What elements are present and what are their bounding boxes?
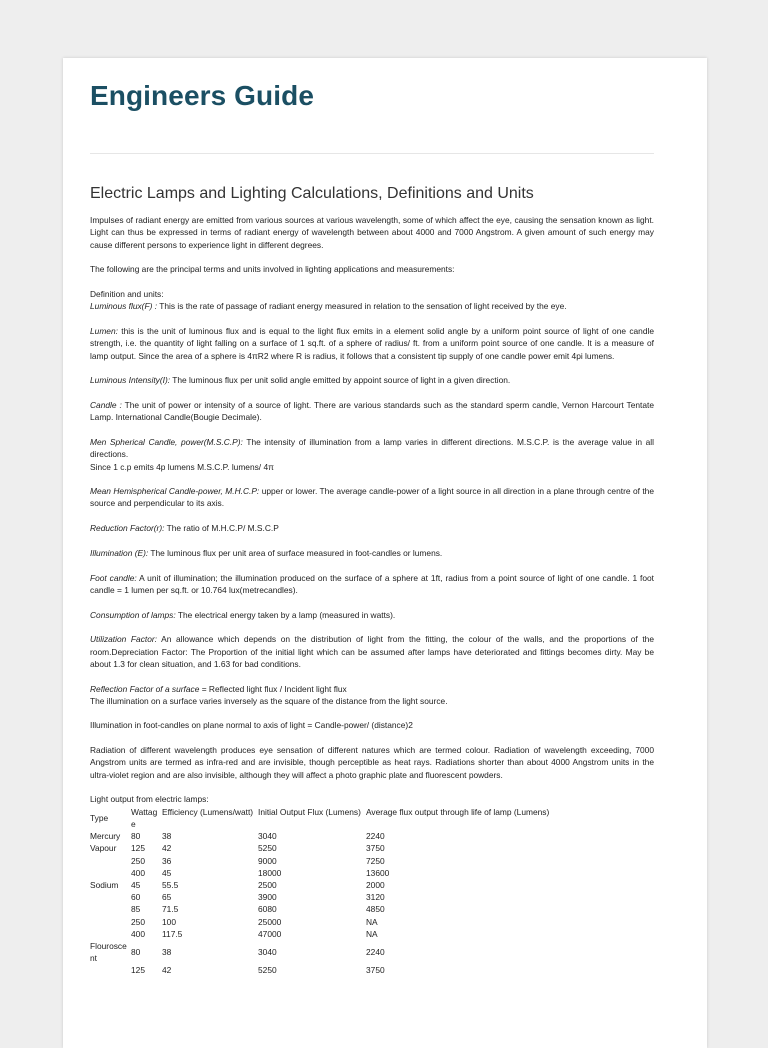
table-row <box>90 855 566 867</box>
illumination-normal-paragraph: Illumination in foot-candles on plane normal to axis of light = Candle-power/ (distance)2 <box>90 720 413 731</box>
empty-type-cell <box>90 867 131 879</box>
intro-paragraph: Impulses of radiant energy are emitted from various sources at various wavelength, some of which affect the eye, causing the sensation known as light. Light can thus be expressed in terms of radiant energy of wavelength between about 4000 and 7000 Angstrom. A given amount of such energy may cause different persons to experience light in different degrees. <box>90 215 654 250</box>
table-caption: Light output from electric lamps: <box>90 794 209 805</box>
table-cell: 60 <box>131 892 141 903</box>
definition-paragraph <box>90 485 654 510</box>
table-cell: 3040 <box>258 831 277 842</box>
table-cell: 45 <box>162 867 172 878</box>
table-cell: 3750 <box>366 965 385 976</box>
table-cell: 2240 <box>366 947 385 958</box>
definition-term: Reflection Factor of a surface <box>90 683 200 694</box>
table-cell: 2000 <box>366 879 385 890</box>
table-cell: 100 <box>162 916 176 927</box>
definition-term: Utilization Factor: <box>90 634 157 645</box>
table-cell: 6080 <box>258 904 277 915</box>
definition-term: Luminous Intensity(I): <box>90 375 171 386</box>
empty-type-cell <box>90 855 131 867</box>
definition-paragraph <box>90 436 654 473</box>
definition-term: Candle : <box>90 399 122 410</box>
table-cell: 400 <box>131 867 145 878</box>
empty-type-cell <box>90 928 131 940</box>
definition-term: Lumen: <box>90 325 118 336</box>
definition-text: The intensity of illumination from a lamp varies in different directions. M.S.C.P. is the average value in all directions. <box>90 436 655 460</box>
definition-term: Reduction Factor(r): <box>90 523 165 534</box>
table-cell: 25000 <box>258 916 282 927</box>
definition-text: this is the unit of luminous flux and is equal to the light flux emits in a element solid angle by a uniform point source of light of one candle strength, i.e. the quantity of light falling on a surface of 1 sq.ft. of a sphere of radius/ ft. from a uniform point source of one candle. It is a measure of lamp output. Since the area of a sphere is 4πR2 where R is radius, it follows that a consistent tip supply of one candle power emit 4pi lumens. <box>90 325 654 361</box>
lamp-type-cell: Flourosce nt <box>90 940 127 964</box>
definition-paragraph <box>90 547 654 559</box>
empty-type-cell <box>90 903 131 915</box>
table-cell: 85 <box>131 904 141 915</box>
table-cell: 2240 <box>366 831 385 842</box>
table-row <box>90 830 566 842</box>
definitions-list <box>90 300 654 707</box>
table-cell: 117.5 <box>162 928 183 939</box>
header-efficiency: Efficiency (Lumens/watt) <box>162 806 254 817</box>
table-row <box>90 842 566 854</box>
article-body <box>90 214 654 977</box>
definition-paragraph <box>90 325 654 362</box>
header-wattage: Wattag e <box>131 806 158 829</box>
table-cell: 250 <box>131 916 145 927</box>
table-cell: 5250 <box>258 843 277 854</box>
definition-note: Since 1 c.p emits 4p lumens M.S.C.P. lumens/ 4π <box>90 461 274 472</box>
definition-term: Luminous flux(F) : <box>90 301 158 312</box>
definition-text: A unit of illumination; the illumination produced on the surface of a sphere at 1ft, radius from a point source of light of one candle. 1 foot candle = 1 lumen per sq.ft. or 10.764 lux(metrecandles). <box>90 572 654 595</box>
definition-text: upper or lower. The average candle-power of a light source in all direction in a plane through centre of the source and perpendicular to its axis. <box>90 486 654 509</box>
definition-text: This is the rate of passage of radiant energy measured in relation to the sensation of light received by the eye. <box>157 301 567 312</box>
definition-term: Men Spherical Candle, power(M.S.C.P): <box>90 436 243 447</box>
table-row <box>90 903 566 915</box>
header-type: Type <box>90 812 109 823</box>
table-cell: 36 <box>162 855 172 866</box>
table-cell: 4850 <box>366 904 385 915</box>
table-cell: 400 <box>131 928 145 939</box>
definition-paragraph <box>90 522 654 534</box>
definition-text: = Reflected light flux / Incident light flux <box>199 683 347 694</box>
principal-terms-paragraph: The following are the principal terms and units involved in lighting applications and measurements: <box>90 264 455 275</box>
definitions-heading: Definition and units: <box>90 288 164 299</box>
empty-type-cell <box>90 891 131 903</box>
definition-text: An allowance which depends on the distribution of light from the fitting, the colour of the walls, and the proportions of the room.Depreciation Factor: The Proportion of the initial light which can be assumed after lamps have deteriorated and fittings becomes dirty. May be about 1.3 for clean situation, and 1.63 for bad conditions. <box>90 634 654 669</box>
table-header-row <box>90 806 566 830</box>
table-cell: NA <box>366 928 378 939</box>
definition-paragraph <box>90 300 654 312</box>
empty-type-cell <box>90 916 131 928</box>
table-cell: 5250 <box>258 965 277 976</box>
table-cell: 45 <box>131 879 141 890</box>
definition-term: Illumination (E): <box>90 547 149 558</box>
definition-term: Foot candle: <box>90 572 137 583</box>
table-cell: 7250 <box>366 855 385 866</box>
table-cell: 13600 <box>366 867 390 878</box>
table-cell: 18000 <box>258 867 282 878</box>
definition-paragraph <box>90 609 654 621</box>
table-cell: 3750 <box>366 843 385 854</box>
header-initial-flux: Initial Output Flux (Lumens) <box>258 806 361 817</box>
table-cell: 250 <box>131 855 145 866</box>
table-row <box>90 879 566 891</box>
article-title: Electric Lamps and Lighting Calculations, Definitions and Units <box>90 185 534 202</box>
table-cell: 2500 <box>258 879 277 890</box>
table-row <box>90 928 566 940</box>
definition-text: The luminous flux per unit area of surface measured in foot-candles or lumens. <box>148 547 443 558</box>
table-cell: NA <box>366 916 378 927</box>
definition-paragraph <box>90 572 654 597</box>
table-cell: 80 <box>131 831 141 842</box>
definition-text: The ratio of M.H.C.P/ M.S.C.P <box>164 523 279 534</box>
definition-text: The electrical energy taken by a lamp (measured in watts). <box>175 609 396 620</box>
document-page <box>63 58 707 1048</box>
lamp-type-cell: Sodium <box>90 879 119 890</box>
table-cell: 65 <box>162 892 172 903</box>
table-cell: 3120 <box>366 892 385 903</box>
definition-text: The unit of power or intensity of a source of light. There are various standards such as the standard sperm candle, Vernon Harcourt Tentate Lamp. International Candle(Bougie Decimale). <box>90 399 654 423</box>
radiation-paragraph: Radiation of different wavelength produces eye sensation of different natures which are termed colour. Radiation of wavelength exceeding, 7000 Angstrom units are termed as infra-red and are invisible, though perceptible as heat rays. Radiations shorter than about 4000 Angstrom units in the ultra-violet region and are also invisible, although they will affect a photo graphic plate and fluorescent powders. <box>90 745 654 780</box>
table-cell: 3900 <box>258 892 277 903</box>
lamp-type-cell: Mercury Vapour <box>90 831 121 854</box>
definition-text: The luminous flux per unit solid angle emitted by appoint source of light in a given direction. <box>170 375 511 386</box>
table-row <box>90 916 566 928</box>
table-cell: 9000 <box>258 855 277 866</box>
table-cell: 42 <box>162 843 172 854</box>
table-cell: 38 <box>162 947 172 958</box>
table-cell: 3040 <box>258 947 277 958</box>
definition-note: The illumination on a surface varies inversely as the square of the distance from the light source. <box>90 695 448 706</box>
table-cell: 80 <box>131 947 141 958</box>
header-divider <box>90 153 654 154</box>
definition-paragraph <box>90 683 654 708</box>
definition-paragraph <box>90 399 654 424</box>
table-row <box>90 940 566 964</box>
definition-term: Mean Hemispherical Candle-power, M.H.C.P: <box>90 486 260 497</box>
definition-paragraph <box>90 633 654 670</box>
table-cell: 125 <box>131 965 145 976</box>
table-row <box>90 964 566 976</box>
table-body <box>90 830 566 976</box>
table-cell: 42 <box>162 965 172 976</box>
table-cell: 125 <box>131 843 145 854</box>
empty-type-cell <box>90 964 131 976</box>
header-average-flux: Average flux output through life of lamp (Lumens) <box>366 806 550 817</box>
table-row <box>90 891 566 903</box>
table-cell: 38 <box>162 831 172 842</box>
table-cell: 71.5 <box>162 904 179 915</box>
site-title[interactable]: Engineers Guide <box>90 80 314 111</box>
definition-term: Consumption of lamps: <box>90 609 176 620</box>
table-cell: 55.5 <box>162 879 179 890</box>
table-cell: 47000 <box>258 928 282 939</box>
table-row <box>90 867 566 879</box>
lamp-output-table <box>90 806 566 977</box>
definition-paragraph <box>90 374 654 386</box>
